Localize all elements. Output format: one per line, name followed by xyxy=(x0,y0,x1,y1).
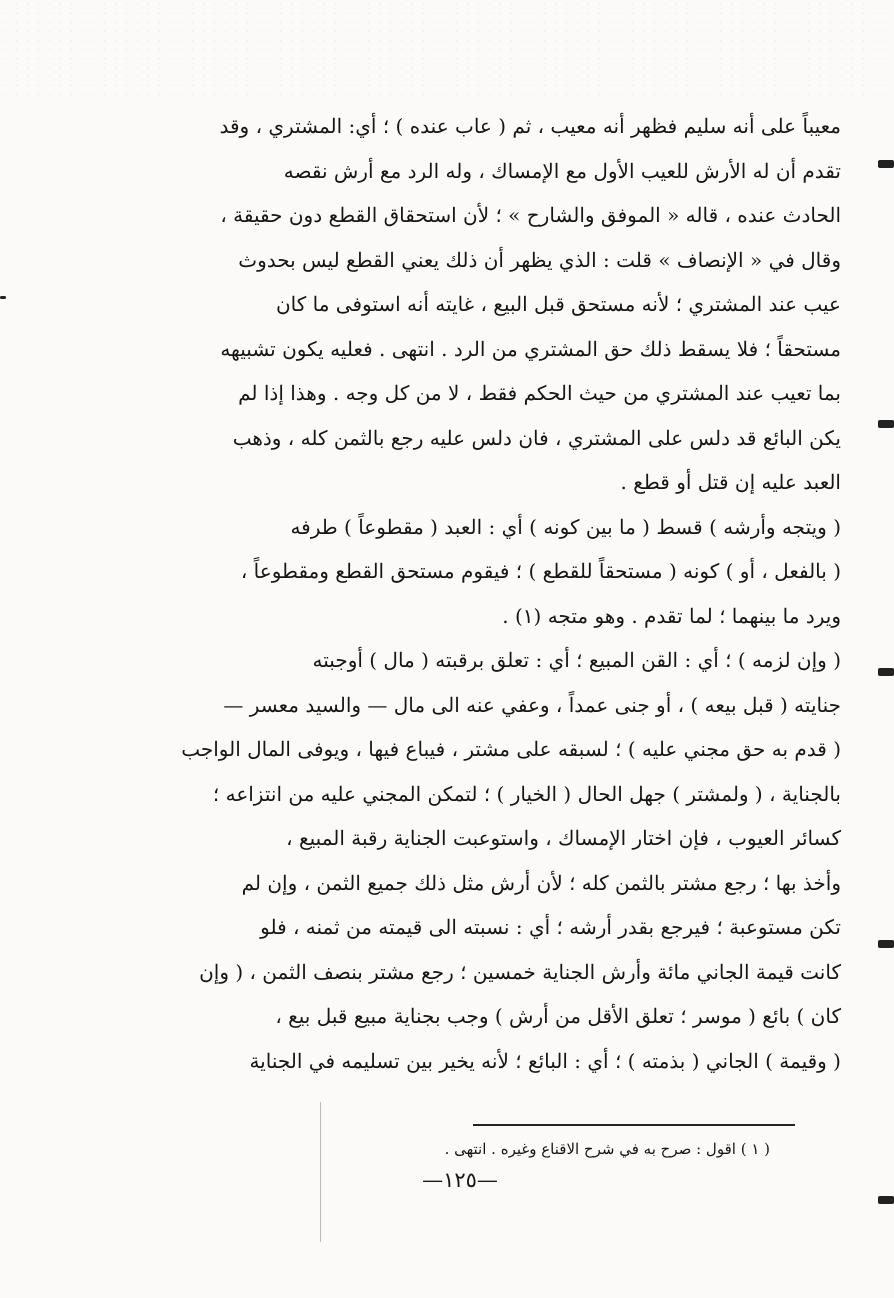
edge-mark xyxy=(878,668,894,676)
text-line: ( وإن لزمه ) ؛ أي : القن المبيع ؛ أي : تعلق برقبته ( مال ) أوجبته xyxy=(312,648,841,672)
text-line: ( قدم به حق مجني عليه ) ؛ لسبقه على مشتر ، فيباع فيها ، ويوفى المال الواجب xyxy=(181,737,841,761)
binding-line xyxy=(320,1102,321,1242)
edge-mark xyxy=(878,940,894,948)
text-line: عيب عند المشتري ؛ لأنه مستحق قبل البيع ، غايته أنه استوفى ما كان xyxy=(275,292,841,316)
scan-speckle-texture xyxy=(0,0,894,100)
edge-mark xyxy=(878,420,894,428)
text-line: وقال في « الإنصاف » قلت : الذي يظهر أن ذلك يعني القطع ليس بحدوث xyxy=(238,247,841,272)
text-line: بما تعيب عند المشتري من حيث الحكم فقط ، لا من كل وجه . وهذا إذا لم xyxy=(238,381,841,405)
text-line: تكن مستوعبة ؛ فيرجع بقدر أرشه ؛ أي : نسبته الى قيمته من ثمنه ، فلو xyxy=(260,915,841,939)
text-line: ( ويتجه وأرشه ) قسط ( ما بين كونه ) أي : العبد ( مقطوعاً ) طرفه xyxy=(290,514,841,539)
text-line: الحادث عنده ، قاله « الموفق والشارح » ؛ لأن استحقاق القطع دون حقيقة ، xyxy=(220,203,841,227)
main-text-block xyxy=(106,104,841,1083)
footnote: ( ١ ) اقول : صرح به في شرح الاقناع وغيره . انتهى . xyxy=(444,1140,770,1158)
footnote-divider xyxy=(473,1124,795,1126)
edge-mark xyxy=(0,296,6,299)
edge-mark xyxy=(878,160,894,168)
text-line: يكن البائع قد دلس على المشتري ، فان دلس عليه رجع بالثمن كله ، وذهب xyxy=(232,425,841,450)
text-line: ( وقيمة ) الجاني ( بذمته ) ؛ أي : البائع ؛ لأنه يخير بين تسليمه في الجناية xyxy=(249,1048,841,1073)
text-line: وأخذ بها ؛ رجع مشتر بالثمن كله ؛ لأن أرش مثل ذلك جميع الثمن ، وإن لم xyxy=(241,870,841,895)
text-line: كان ) بائع ( موسر ؛ تعلق الأقل من أرش ) وجب بجناية مبيع قبل بيع ، xyxy=(275,1004,841,1028)
text-line: معيباً على أنه سليم فظهر أنه معيب ، ثم ( عاب عنده ) ؛ أي: المشتري ، وقد xyxy=(219,114,841,138)
text-line: العبد عليه إن قتل أو قطع . xyxy=(620,470,841,494)
text-line: جنايته ( قبل بيعه ) ، أو جنى عمداً ، وعفي عنه الى مال — والسيد معسر — xyxy=(223,692,841,717)
text-line: كسائر العيوب ، فإن اختار الإمساك ، واستوعبت الجناية رقبة المبيع ، xyxy=(286,826,841,850)
page-number: —١٢٥— xyxy=(422,1168,498,1192)
edge-mark xyxy=(878,1196,894,1204)
text-line: تقدم أن له الأرش للعيب الأول مع الإمساك ، وله الرد مع أرش نقصه xyxy=(283,158,841,183)
text-line: ويرد ما بينهما ؛ لما تقدم . وهو متجه (١) . xyxy=(502,603,841,628)
text-line: ( بالفعل ، أو ) كونه ( مستحقاً للقطع ) ؛ فيقوم مستحق القطع ومقطوعاً ، xyxy=(240,559,841,583)
text-line: كانت قيمة الجاني مائة وأرش الجناية خمسين ؛ رجع مشتر بنصف الثمن ، ( وإن xyxy=(199,959,841,984)
text-line: بالجناية ، ( ولمشتر ) جهل الحال ( الخيار ) ؛ لتمكن المجني عليه من انتزاعه ؛ xyxy=(212,781,841,806)
text-line: مستحقاً ؛ فلا يسقط ذلك حق المشتري من الرد . انتهى . فعليه يكون تشبيهه xyxy=(220,336,841,361)
